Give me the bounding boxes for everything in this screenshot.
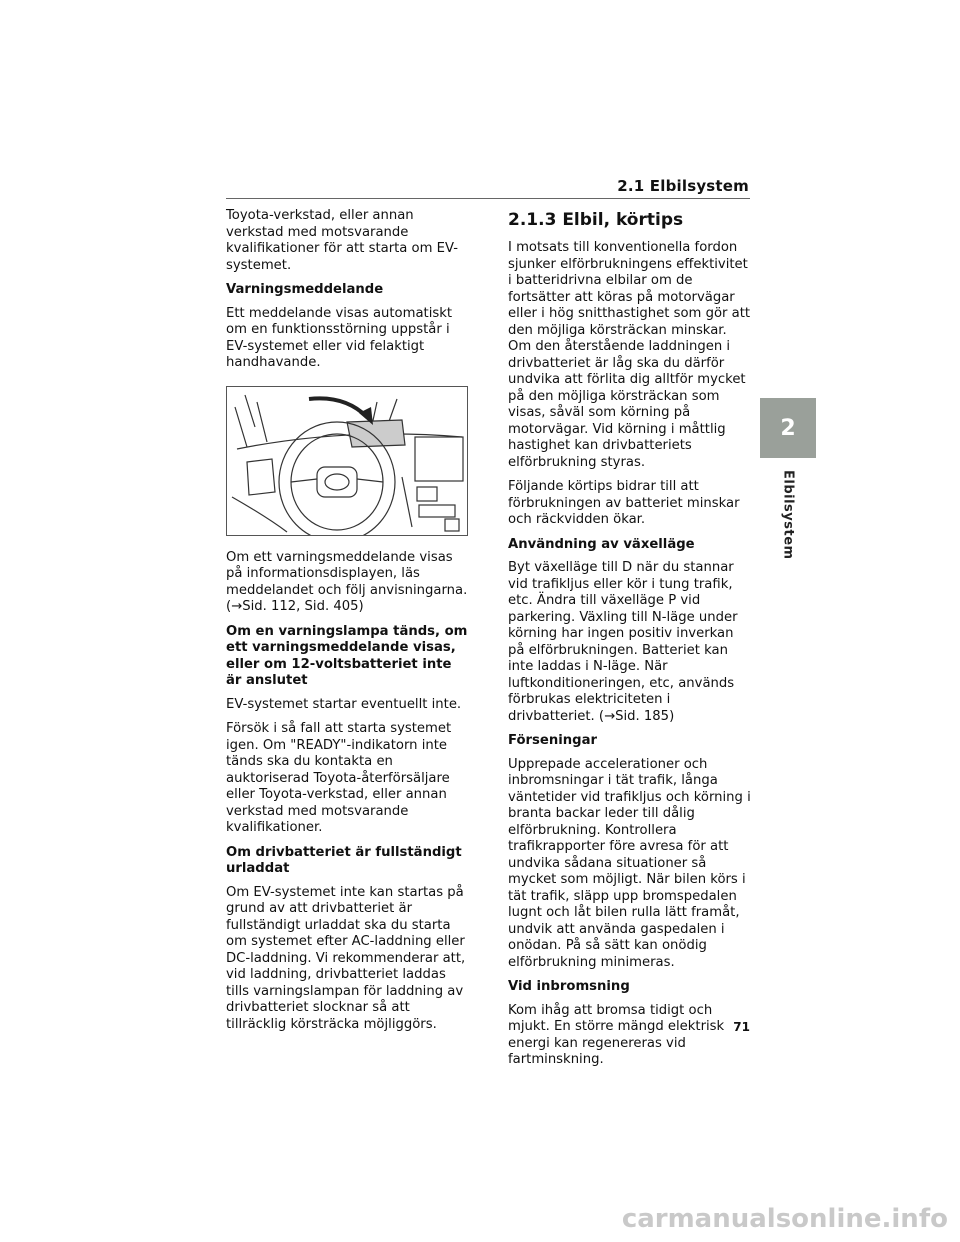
warning-message-paragraph: Ett meddelande visas automatiskt om en funktionsstörning uppstår i EV-systemet eller vid felaktigt handhavande.	[226, 305, 453, 370]
chapter-label	[772, 470, 804, 570]
heading-braking: Vid inbromsning	[508, 979, 630, 994]
left-column	[226, 208, 470, 1041]
heading-gear: Användning av växelläge	[508, 536, 695, 552]
watermark: carmanualsonline.info	[621, 1204, 948, 1234]
intro-paragraph-right: I motsats till konventionella fordon sjunker elförbrukningens effektivitet i batteridrivna elbilar om de fortsätter att köras på motorvägar eller i hög snitthastighet som gör att den möjliga körsträckan minskar. Om den återstående laddningen i drivbatteriet är låg ska du därför undvika att förlita dig alltför mycket på den möjliga körsträckan som visas, såväl som körning på motorvägar. Vid körning i måttlig hastighet kan drivbatteriets elförbrukning styras.	[508, 240, 751, 470]
heading-warning-lamp: Om en varningslampa tänds, om ett varningsmeddelande visas, eller om 12-voltsbatteriet inte är anslutet	[226, 623, 468, 688]
tips-intro-paragraph: Följande körtips bidrar till att förbrukningen av batteriet minskar och räckvidden ökar.	[508, 479, 740, 527]
header-divider	[226, 198, 750, 199]
page-number: 71	[733, 1020, 750, 1034]
warning-lamp-paragraph-2: Försök i så fall att starta systemet igen. Om "READY"-indikatorn inte tänds ska du kontakta en auktoriserad Toyota-återförsäljare eller Toyota-verkstad, eller annan verkstad med motsvarande kvalifikationer.	[226, 721, 452, 835]
warning-lamp-paragraph-1: EV-systemet startar eventuellt inte.	[226, 696, 462, 712]
heading-battery-discharged: Om drivbatteriet är fullständigt urladdat	[226, 844, 462, 876]
battery-discharged-paragraph: Om EV-systemet inte kan startas på grund av att drivbatteriet är fullständigt urladdat ska du starta om systemet efter AC-laddning eller DC-laddning. Vi rekommenderar att, vid laddning, drivbatteriet laddas tills varningslampan för laddning av drivbatteriet slocknar så att tillräcklig körsträcka möjliggörs.	[226, 884, 466, 1032]
dashboard-illustration	[226, 386, 468, 536]
section-header-title: 2.1 Elbilsystem	[617, 177, 749, 195]
dashboard-drawing	[227, 387, 467, 535]
chapter-label-text: Elbilsystem	[780, 470, 796, 560]
section-heading: 2.1.3 Elbil, körtips	[508, 210, 684, 230]
braking-paragraph: Kom ihåg att bromsa tidigt och mjukt. En större mängd elektrisk energi kan regenereras vid fartminskning.	[508, 1002, 725, 1067]
heading-delays: Förseningar	[508, 733, 597, 748]
delays-paragraph: Upprepade accelerationer och inbromsningar i tät trafik, långa väntetider vid trafikljus och körning i branta backar leder till dålig elförbrukning. Kontrollera trafikrapporter före avresa för att undvika sådana situationer så mycket som möjligt. När bilen körs i tät trafik, släpp upp bromspedalen lugnt och låt bilen rulla lätt framåt, undvik att använda gaspedalen i onödan. På så sätt kan onödig elförbrukning minimeras.	[508, 756, 751, 970]
gear-paragraph: Byt växelläge till D när du stannar vid trafikljus eller kör i tung trafik, etc. Ändra till växelläge P vid parkering. Växling till N-läge under körning har ingen positiv inverkan på elförbrukningen. Batteriet kan inte laddas i N-läge. När luftkonditioneringen, etc, används förbrukas elektriciteten i drivbatteriet. (→Sid. 185)	[508, 560, 738, 724]
heading-warning-message: Varningsmeddelande	[226, 282, 384, 297]
after-figure-paragraph: Om ett varningsmeddelande visas på informationsdisplayen, läs meddelandet och följ anvisningarna. (→Sid. 112, Sid. 405)	[226, 549, 468, 614]
chapter-tab: 2	[760, 398, 816, 458]
right-column	[508, 210, 752, 1077]
intro-paragraph: Toyota-verkstad, eller annan verkstad med motsvarande kvalifikationer för att starta om EV-systemet.	[226, 208, 459, 273]
